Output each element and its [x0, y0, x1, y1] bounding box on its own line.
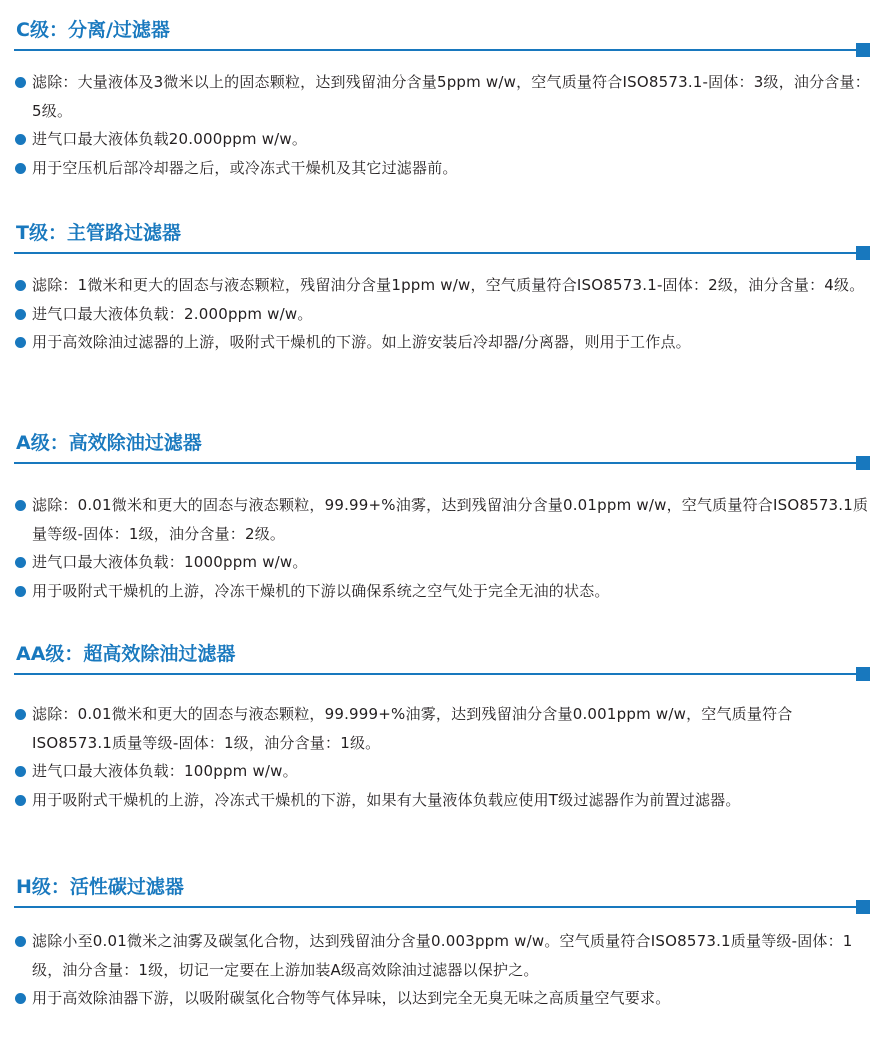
section-divider	[14, 49, 866, 51]
list-item-text: 滤除：0.01微米和更大的固态与液态颗粒，99.99+%油雾，达到残留油分含量0.01ppm w/w，空气质量符合ISO8573.1质量等级-固体：1级，油分含量：2级。	[32, 496, 869, 543]
list-item-text: 进气口最大液体负载：100ppm w/w。	[32, 762, 298, 780]
list-item	[14, 577, 870, 606]
bullet-icon	[15, 309, 26, 320]
list-item	[14, 757, 870, 786]
bullet-icon	[15, 280, 26, 291]
bullet-icon	[15, 993, 26, 1004]
bullet-icon	[15, 766, 26, 777]
list-item	[14, 548, 870, 577]
list-item	[14, 786, 870, 815]
bullet-icon	[15, 163, 26, 174]
list-item-text: 滤除小至0.01微米之油雾及碳氢化合物，达到残留油分含量0.003ppm w/w。空气质量符合ISO8573.1质量等级-固体：1级，油分含量：1级，切记一定要在上游加装A级高效除油过滤器以保护之。	[32, 932, 853, 979]
bullet-icon	[15, 936, 26, 947]
list-item-text: 进气口最大液体负载：1000ppm w/w。	[32, 553, 308, 571]
list-item	[14, 125, 870, 154]
list-item-text: 进气口最大液体负载：2.000ppm w/w。	[32, 304, 313, 323]
bullet-icon	[15, 795, 26, 806]
section-title: A级：高效除油过滤器	[16, 432, 202, 454]
bullet-list	[14, 491, 870, 605]
section-square-marker	[856, 246, 870, 260]
bullet-icon	[15, 709, 26, 720]
section-square-marker	[856, 900, 870, 914]
bullet-icon	[15, 586, 26, 597]
list-item	[14, 927, 870, 984]
section-divider	[14, 462, 866, 464]
list-item	[14, 984, 870, 1013]
bullet-list	[14, 68, 870, 182]
list-item	[14, 328, 870, 357]
bullet-icon	[15, 337, 26, 348]
list-item-text: 用于高效除油器下游，以吸附碳氢化合物等气体异味，以达到完全无臭无味之高质量空气要求。	[32, 989, 671, 1007]
section-title: T级：主管路过滤器	[16, 222, 181, 244]
bullet-list	[14, 927, 870, 1013]
list-item-text: 用于空压机后部冷却器之后，或冷冻式干燥机及其它过滤器前。	[32, 158, 458, 177]
section-title: H级：活性碳过滤器	[16, 876, 184, 898]
bullet-icon	[15, 557, 26, 568]
list-item-text: 滤除：大量液体及3微米以上的固态颗粒，达到残留油分含量5ppm w/w，空气质量符合ISO8573.1-固体：3级，油分含量：5级。	[32, 73, 870, 120]
list-item	[14, 700, 870, 757]
list-item-text: 滤除：0.01微米和更大的固态与液态颗粒，99.999+%油雾，达到残留油分含量0.001ppm w/w，空气质量符合ISO8573.1质量等级-固体：1级，油分含量：1级。	[32, 705, 793, 752]
list-item	[14, 491, 870, 548]
section-title: C级：分离/过滤器	[16, 19, 170, 41]
section-square-marker	[856, 456, 870, 470]
bullet-icon	[15, 134, 26, 145]
list-item-text: 用于吸附式干燥机的上游，冷冻干燥机的下游以确保系统之空气处于完全无油的状态。	[32, 581, 610, 600]
list-item-text: 滤除：1微米和更大的固态与液态颗粒，残留油分含量1ppm w/w，空气质量符合ISO8573.1-固体：2级，油分含量：4级。	[32, 276, 865, 294]
section-title: AA级：超高效除油过滤器	[16, 643, 236, 665]
list-item-text: 用于吸附式干燥机的上游，冷冻式干燥机的下游，如果有大量液体负载应使用T级过滤器作为前置过滤器。	[32, 790, 741, 809]
bullet-list	[14, 271, 870, 357]
section-square-marker	[856, 667, 870, 681]
list-item	[14, 271, 870, 300]
bullet-icon	[15, 77, 26, 88]
section-divider	[14, 252, 866, 254]
list-item-text: 用于高效除油过滤器的上游，吸附式干燥机的下游。如上游安装后冷却器/分离器，则用于工作点。	[32, 333, 691, 351]
list-item	[14, 68, 870, 125]
section-divider	[14, 673, 866, 675]
bullet-icon	[15, 500, 26, 511]
section-divider	[14, 906, 866, 908]
list-item	[14, 154, 870, 183]
section-square-marker	[856, 43, 870, 57]
bullet-list	[14, 700, 870, 814]
list-item-text: 进气口最大液体负载20.000ppm w/w。	[32, 130, 308, 148]
list-item	[14, 300, 870, 329]
